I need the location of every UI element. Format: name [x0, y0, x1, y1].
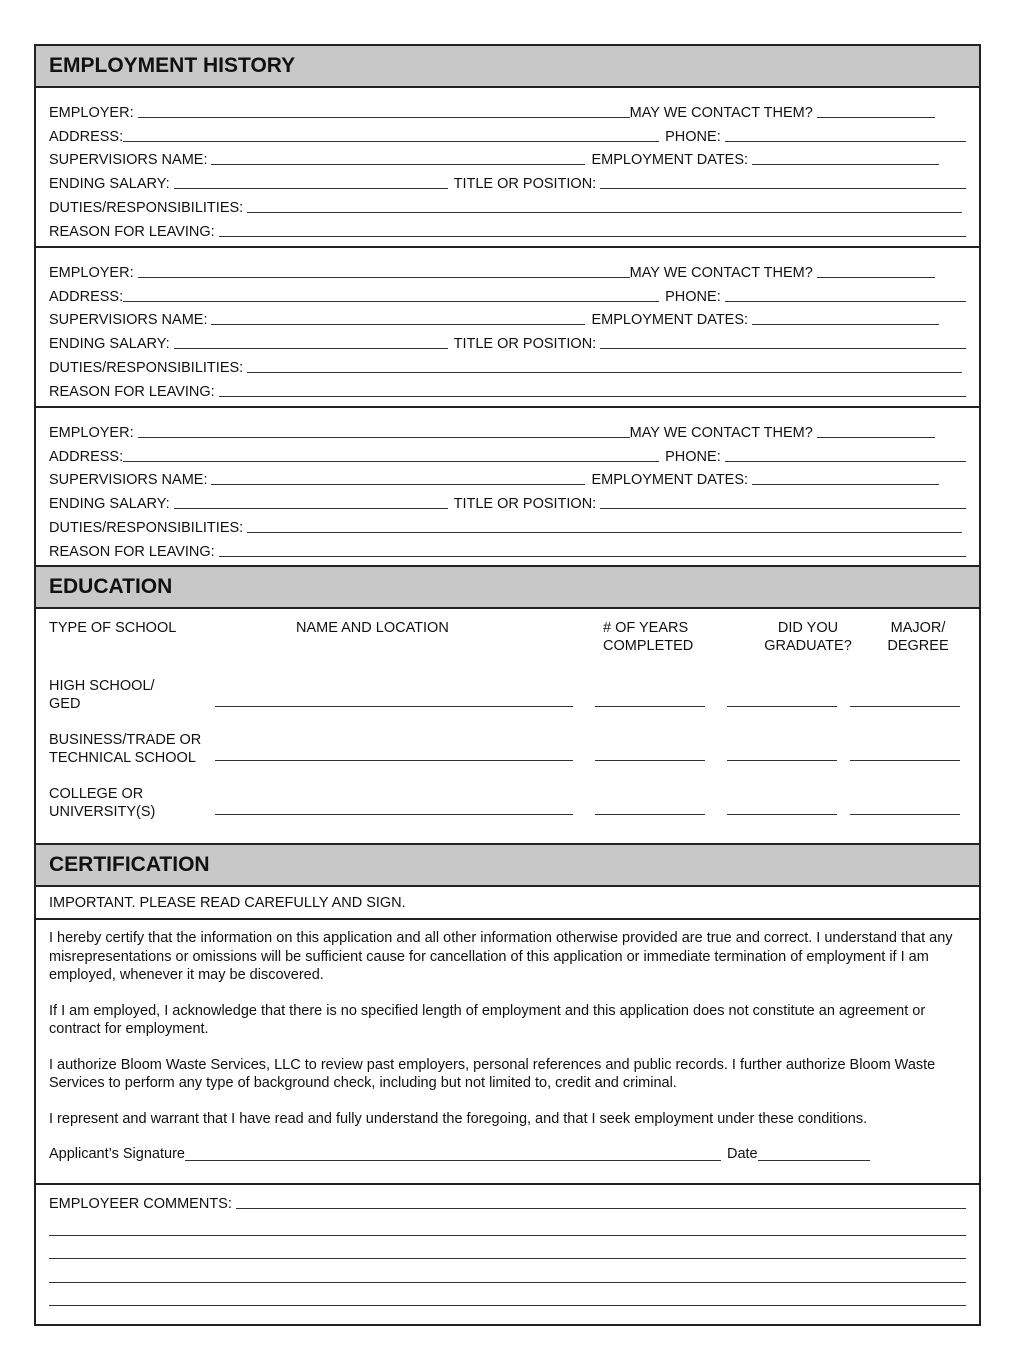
- school-type-label: HIGH SCHOOL/ GED: [49, 678, 155, 712]
- duties-label: DUTIES/RESPONSIBILITIES:: [49, 359, 244, 376]
- col-years-completed: # OF YEARS COMPLETED: [603, 620, 694, 654]
- signature-row: [49, 1145, 966, 1164]
- authorization-paragraph: I authorize Bloom Waste Services, LLC to review past employers, personal references and public records. I further authorize Bloom Waste Services to perform any type of background check, including but not limited to, credit and criminal.: [49, 1056, 936, 1091]
- date-label: Date: [726, 1146, 758, 1162]
- years-completed-field[interactable]: [595, 814, 705, 815]
- reason-row: [49, 536, 966, 560]
- contact-field[interactable]: [817, 277, 935, 278]
- supervisor-field[interactable]: [211, 484, 585, 485]
- employer-field[interactable]: [138, 117, 630, 118]
- duties-field[interactable]: [247, 372, 962, 373]
- employment-dates-field[interactable]: [752, 484, 939, 485]
- salary-row: [49, 488, 966, 512]
- duties-row: [49, 352, 966, 376]
- employment-dates-label: EMPLOYMENT DATES:: [591, 312, 749, 329]
- education-row: [36, 659, 979, 713]
- school-name-location-field[interactable]: [215, 706, 573, 707]
- supervisor-field[interactable]: [211, 164, 585, 165]
- salary-label: ENDING SALARY:: [49, 176, 170, 193]
- col-did-you-graduate: DID YOU GRADUATE?: [764, 620, 852, 654]
- address-field[interactable]: [123, 301, 659, 302]
- reason-row: [49, 376, 966, 400]
- school-name-location-field[interactable]: [215, 814, 573, 815]
- address-row: [49, 281, 966, 305]
- col-name-location: NAME AND LOCATION: [296, 620, 449, 636]
- salary-field[interactable]: [174, 188, 448, 189]
- employment-dates-field[interactable]: [752, 324, 939, 325]
- reason-row: [49, 216, 966, 240]
- title-position-field[interactable]: [600, 188, 966, 189]
- address-row: [49, 441, 966, 465]
- education-column-headers: [36, 609, 979, 659]
- supervisor-field[interactable]: [211, 324, 585, 325]
- title-position-label: TITLE OR POSITION:: [453, 496, 597, 513]
- comments-line-5[interactable]: [49, 1283, 966, 1307]
- contact-field[interactable]: [817, 117, 935, 118]
- education-table: [36, 609, 979, 845]
- supervisor-row: [49, 305, 966, 329]
- duties-row: [49, 512, 966, 536]
- employer-label: EMPLOYER:: [49, 264, 134, 281]
- employer-comments: [36, 1185, 979, 1324]
- school-name-location-field[interactable]: [215, 760, 573, 761]
- employment-dates-field[interactable]: [752, 164, 939, 165]
- title-position-label: TITLE OR POSITION:: [453, 176, 597, 193]
- employment-dates-label: EMPLOYMENT DATES:: [591, 152, 749, 169]
- school-type-label: BUSINESS/TRADE OR TECHNICAL SCHOOL: [49, 732, 202, 766]
- employment-history-title: EMPLOYMENT HISTORY: [49, 54, 296, 77]
- reason-field[interactable]: [219, 556, 966, 557]
- employer-row: [49, 97, 966, 121]
- reason-label: REASON FOR LEAVING:: [49, 383, 215, 400]
- salary-row: [49, 328, 966, 352]
- certification-notice: IMPORTANT. PLEASE READ CAREFULLY AND SIGN.: [36, 887, 979, 920]
- contact-label: MAY WE CONTACT THEM?: [629, 104, 813, 121]
- major-degree-field[interactable]: [850, 814, 960, 815]
- warranty-paragraph: I represent and warrant that I have read and fully understand the foregoing, and that I seek employment under these conditions.: [49, 1110, 868, 1127]
- application-form: [34, 44, 981, 1326]
- employer-row: [49, 257, 966, 281]
- employment-dates-label: EMPLOYMENT DATES:: [591, 472, 749, 489]
- contact-label: MAY WE CONTACT THEM?: [629, 424, 813, 441]
- address-label: ADDRESS:: [49, 288, 124, 305]
- phone-label: PHONE:: [665, 448, 721, 465]
- employer-block: [36, 248, 979, 408]
- employer-field[interactable]: [138, 437, 630, 438]
- salary-label: ENDING SALARY:: [49, 496, 170, 513]
- title-position-field[interactable]: [600, 508, 966, 509]
- title-position-field[interactable]: [600, 348, 966, 349]
- graduated-field[interactable]: [727, 706, 837, 707]
- contact-field[interactable]: [817, 437, 935, 438]
- supervisor-label: SUPERVISIORS NAME:: [49, 472, 208, 489]
- salary-field[interactable]: [174, 508, 448, 509]
- graduated-field[interactable]: [727, 760, 837, 761]
- years-completed-field[interactable]: [595, 706, 705, 707]
- certification-title: CERTIFICATION: [49, 853, 210, 876]
- salary-label: ENDING SALARY:: [49, 336, 170, 353]
- comments-line-2[interactable]: [49, 1212, 966, 1236]
- salary-field[interactable]: [174, 348, 448, 349]
- signature-field[interactable]: [185, 1160, 721, 1161]
- address-label: ADDRESS:: [49, 128, 124, 145]
- employment-history-header: [36, 46, 979, 88]
- supervisor-label: SUPERVISIORS NAME:: [49, 312, 208, 329]
- comments-line-4[interactable]: [49, 1259, 966, 1283]
- major-degree-field[interactable]: [850, 706, 960, 707]
- phone-label: PHONE:: [665, 288, 721, 305]
- employer-block: [36, 408, 979, 567]
- reason-label: REASON FOR LEAVING:: [49, 543, 215, 560]
- years-completed-field[interactable]: [595, 760, 705, 761]
- comments-line-3[interactable]: [49, 1236, 966, 1260]
- address-label: ADDRESS:: [49, 448, 124, 465]
- duties-row: [49, 192, 966, 216]
- supervisor-row: [49, 145, 966, 169]
- employer-field[interactable]: [138, 277, 630, 278]
- certification-header: [36, 845, 979, 887]
- employer-block: [36, 88, 979, 248]
- salary-row: [49, 168, 966, 192]
- phone-field[interactable]: [725, 301, 966, 302]
- school-type-label: COLLEGE OR UNIVERSITY(S): [49, 786, 156, 820]
- supervisor-label: SUPERVISIORS NAME:: [49, 152, 208, 169]
- comments-line-1[interactable]: [236, 1208, 966, 1209]
- employer-label: EMPLOYER:: [49, 424, 134, 441]
- employer-label: EMPLOYER:: [49, 104, 134, 121]
- education-title: EDUCATION: [49, 575, 173, 598]
- signature-label: Applicant’s Signature: [49, 1146, 185, 1162]
- address-field[interactable]: [123, 461, 659, 462]
- graduated-field[interactable]: [727, 814, 837, 815]
- duties-label: DUTIES/RESPONSIBILITIES:: [49, 199, 244, 216]
- comments-label: EMPLOYEER COMMENTS:: [49, 1196, 232, 1212]
- reason-field[interactable]: [219, 396, 966, 397]
- phone-label: PHONE:: [665, 128, 721, 145]
- address-row: [49, 121, 966, 145]
- contact-label: MAY WE CONTACT THEM?: [629, 264, 813, 281]
- title-position-label: TITLE OR POSITION:: [453, 336, 597, 353]
- reason-label: REASON FOR LEAVING:: [49, 223, 215, 240]
- major-degree-field[interactable]: [850, 760, 960, 761]
- certify-paragraph: I hereby certify that the information on this application and all other information otherwise provided are true and correct. I understand that any misrepresentations or omissions will be sufficient cause for cancellation of this application or immediate termination of employment if I am employed, whenever it may be discovered.: [49, 930, 953, 983]
- col-major-degree: MAJOR/ DEGREE: [887, 620, 949, 654]
- employment-length-paragraph: If I am employed, I acknowledge that there is no specified length of employment and this application does not constitute an agreement or contract for employment.: [49, 1002, 926, 1037]
- supervisor-row: [49, 465, 966, 489]
- education-row: [36, 767, 979, 821]
- col-type-of-school: TYPE OF SCHOOL: [49, 620, 177, 636]
- reason-field[interactable]: [219, 236, 966, 237]
- education-row: [36, 713, 979, 767]
- employer-row: [49, 417, 966, 441]
- address-field[interactable]: [123, 141, 659, 142]
- duties-field[interactable]: [247, 212, 962, 213]
- certification-text: [36, 920, 979, 1185]
- date-field[interactable]: [758, 1160, 870, 1161]
- duties-field[interactable]: [247, 532, 962, 533]
- education-header: [36, 567, 979, 609]
- phone-field[interactable]: [725, 461, 966, 462]
- phone-field[interactable]: [725, 141, 966, 142]
- duties-label: DUTIES/RESPONSIBILITIES:: [49, 519, 244, 536]
